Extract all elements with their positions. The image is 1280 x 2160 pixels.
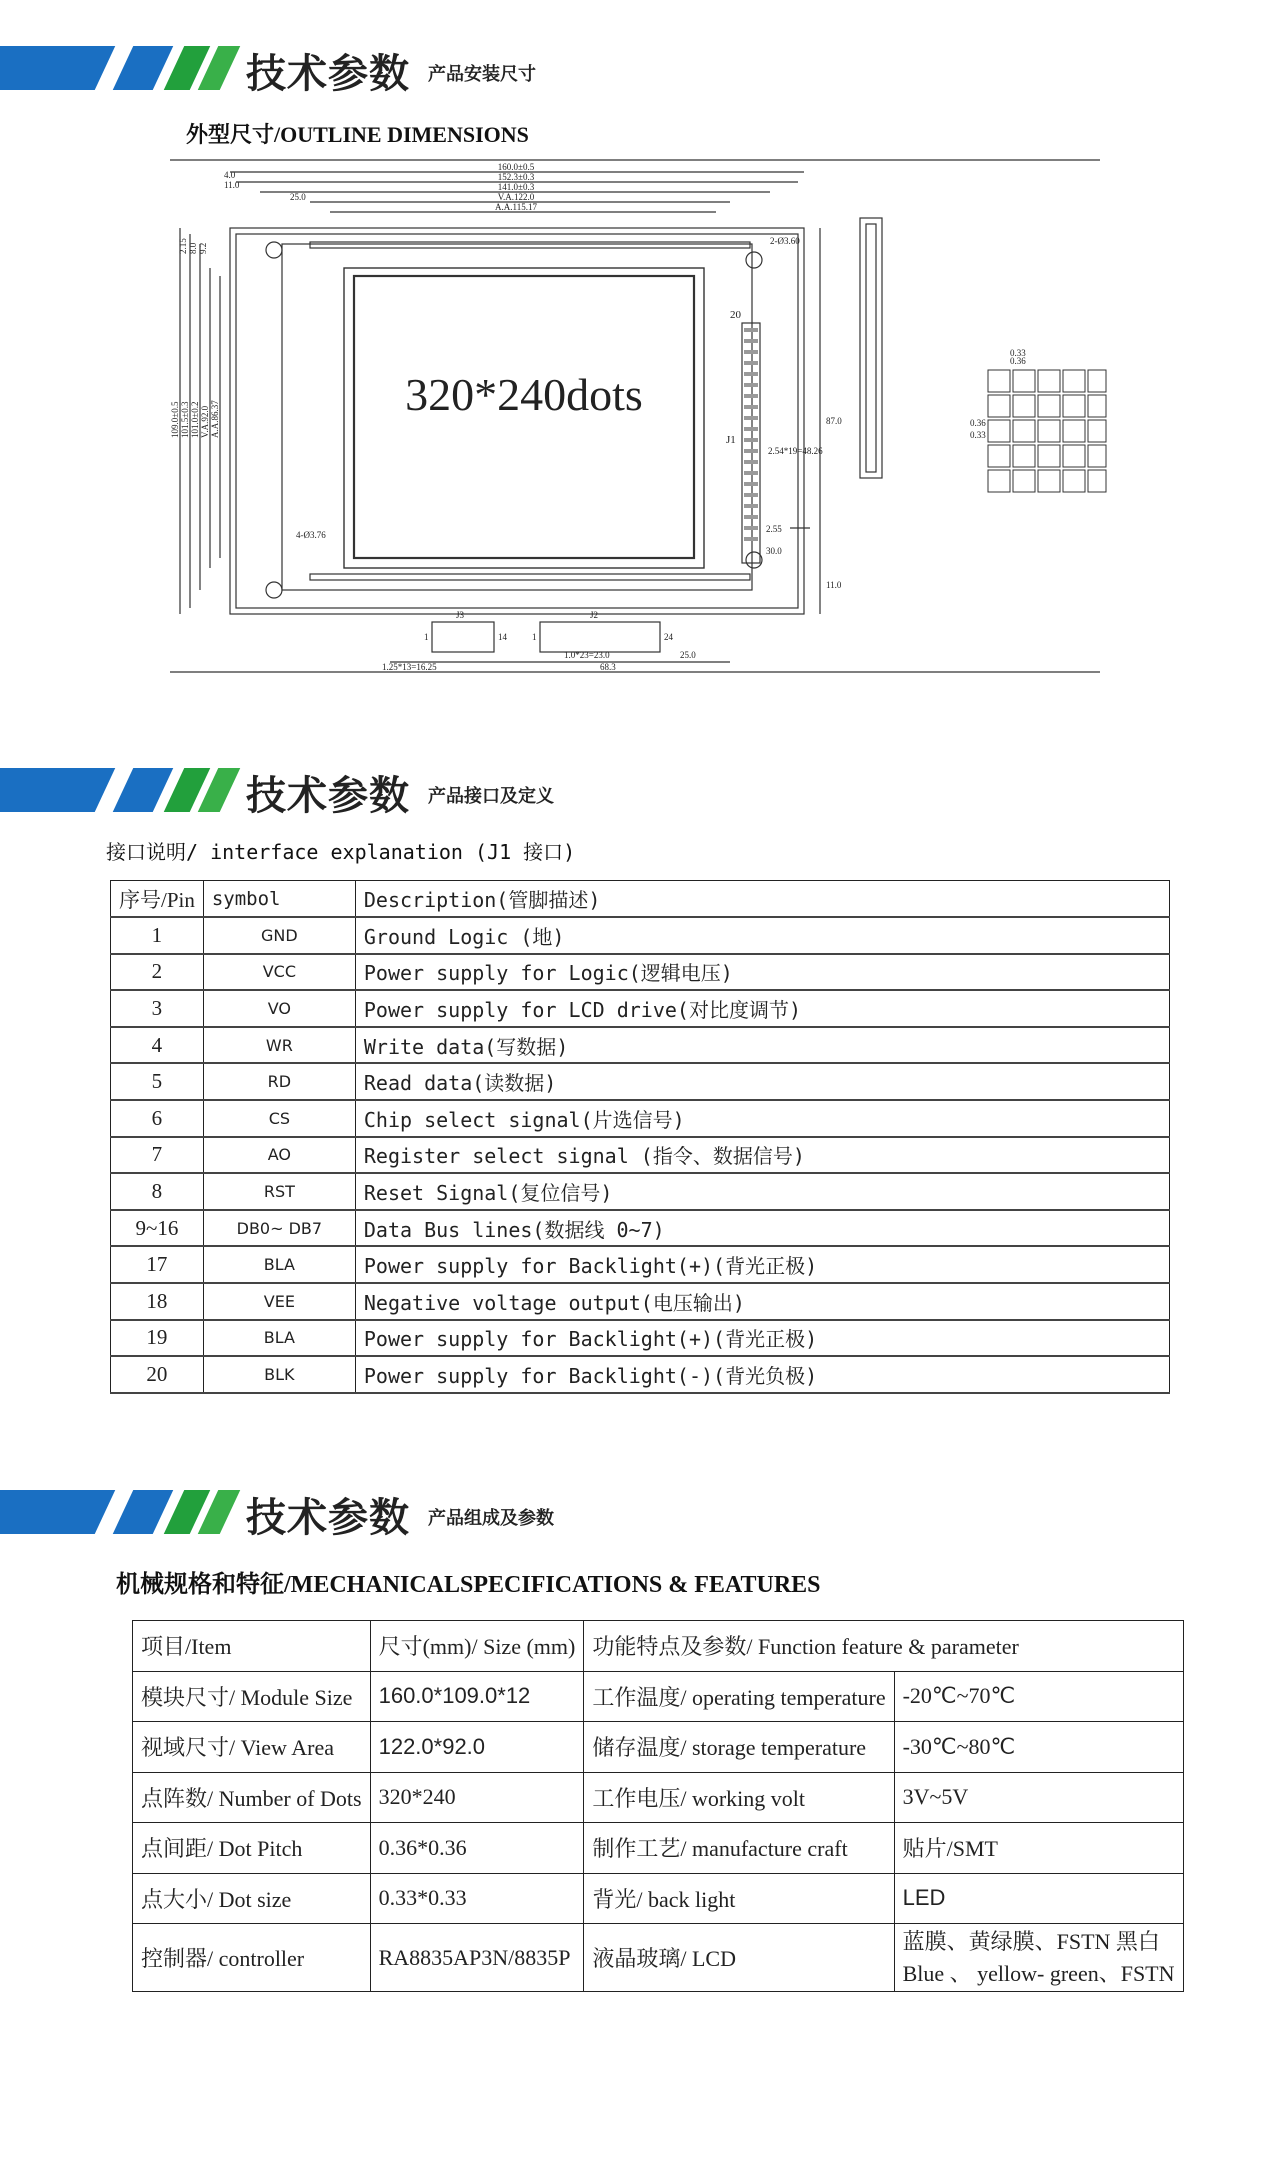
svg-text:30.0: 30.0 (766, 546, 782, 556)
table-row (111, 1210, 1170, 1247)
spec-item: 控制器/ controller (133, 1924, 371, 1992)
svg-text:0.33: 0.33 (970, 430, 986, 440)
table-row (133, 1722, 1184, 1773)
svg-text:J3: J3 (456, 610, 465, 620)
spec-feature: 液晶玻璃/ LCD (584, 1924, 894, 1992)
table-header: Description(管脚描述) (355, 881, 1169, 918)
pin-description: Power supply for Backlight(-)(背光负极) (355, 1356, 1169, 1393)
spec-size: 160.0*109.0*12 (370, 1671, 584, 1722)
table-row (133, 1772, 1184, 1823)
pin-number: 18 (111, 1283, 204, 1320)
spec-value: -30℃~80℃ (894, 1722, 1183, 1773)
table-row (111, 1283, 1170, 1320)
svg-text:V.A.122.0: V.A.122.0 (497, 192, 535, 202)
svg-text:4.0: 4.0 (224, 170, 236, 180)
spec-item: 模块尺寸/ Module Size (133, 1671, 371, 1722)
spec-feature: 背光/ back light (584, 1873, 894, 1924)
svg-text:14: 14 (498, 632, 507, 642)
header-stripe (113, 768, 174, 812)
svg-text:25.0: 25.0 (290, 192, 306, 202)
pin-number: 3 (111, 990, 204, 1027)
table-row (111, 1320, 1170, 1357)
pin-number: 6 (111, 1100, 204, 1137)
table-row (111, 1137, 1170, 1174)
pin-description: Negative voltage output(电压输出) (355, 1283, 1169, 1320)
pin-number: 4 (111, 1027, 204, 1064)
svg-text:4-Ø3.76: 4-Ø3.76 (296, 530, 326, 540)
pin-table (110, 880, 1170, 1394)
svg-text:11.0: 11.0 (224, 180, 240, 190)
svg-text:87.0: 87.0 (826, 416, 842, 426)
section-subtitle: 产品组成及参数 (428, 1508, 554, 1529)
pin-description: Power supply for Backlight(+)(背光正极) (355, 1246, 1169, 1283)
header-stripe (113, 1490, 174, 1534)
table-row (133, 1823, 1184, 1874)
spec-item: 点间距/ Dot Pitch (133, 1823, 371, 1874)
svg-text:J2: J2 (590, 610, 599, 620)
pin-description: Reset Signal(复位信号) (355, 1173, 1169, 1210)
pin-description: Write data(写数据) (355, 1027, 1169, 1064)
svg-text:0.36: 0.36 (970, 418, 986, 428)
pin-number: 19 (111, 1320, 204, 1357)
table-header: 尺寸(mm)/ Size (mm) (370, 1621, 584, 1672)
table-row (111, 1100, 1170, 1137)
svg-text:109.0±0.5: 109.0±0.5 (170, 401, 180, 438)
section-title: 技术参数 (246, 1495, 410, 1541)
pin-number: 8 (111, 1173, 204, 1210)
spec-table (132, 1620, 1184, 1992)
table-row (111, 954, 1170, 991)
spec-value: -20℃~70℃ (894, 1671, 1183, 1722)
pin-number: 5 (111, 1063, 204, 1100)
pin-description: Power supply for Backlight(+)(背光正极) (355, 1320, 1169, 1357)
pin-symbol: CS (203, 1100, 355, 1137)
svg-text:152.3±0.3: 152.3±0.3 (497, 172, 535, 182)
pin-number: 17 (111, 1246, 204, 1283)
svg-text:101.0±0.2: 101.0±0.2 (190, 401, 200, 438)
spec-value: LED (894, 1873, 1183, 1924)
table-header: 序号/Pin (111, 881, 204, 918)
table-row (111, 1027, 1170, 1064)
pin-symbol: BLK (203, 1356, 355, 1393)
svg-text:0.33: 0.33 (1010, 348, 1026, 358)
table-row (111, 1246, 1170, 1283)
svg-text:V.A.92.0: V.A.92.0 (200, 405, 210, 438)
spec-size: 0.36*0.36 (370, 1823, 584, 1874)
pin-symbol: RST (203, 1173, 355, 1210)
pin-symbol: BLA (203, 1246, 355, 1283)
pin-symbol: VO (203, 990, 355, 1027)
table-row (133, 1873, 1184, 1924)
spec-item: 点大小/ Dot size (133, 1873, 371, 1924)
svg-text:2.54*19=48.26: 2.54*19=48.26 (768, 446, 823, 456)
svg-text:68.3: 68.3 (600, 662, 616, 672)
table-row (133, 1924, 1184, 1992)
svg-text:9.2: 9.2 (198, 242, 208, 254)
section-subtitle: 产品安装尺寸 (428, 64, 536, 85)
table-header: 项目/Item (133, 1621, 371, 1672)
table-header-row (133, 1621, 1184, 1672)
svg-text:24: 24 (664, 632, 673, 642)
specs-caption: 机械规格和特征/MECHANICALSPECIFICATIONS & FEATURES (116, 1572, 821, 1598)
header-stripe (113, 46, 174, 90)
spec-feature: 工作电压/ working volt (584, 1772, 894, 1823)
pin-description: Ground Logic (地) (355, 917, 1169, 954)
svg-text:25.0: 25.0 (680, 650, 696, 660)
spec-value-line: 蓝膜、黄绿膜、FSTN 黑白 (902, 1928, 1160, 1954)
section-title: 技术参数 (246, 773, 410, 819)
section-title: 技术参数 (246, 51, 410, 97)
svg-text:A.A.86.37: A.A.86.37 (210, 400, 220, 438)
spec-size: 122.0*92.0 (370, 1722, 584, 1773)
pin-description: Power supply for LCD drive(对比度调节) (355, 990, 1169, 1027)
pin-number: 20 (111, 1356, 204, 1393)
spec-value (894, 1924, 1183, 1992)
spec-value: 贴片/SMT (894, 1823, 1183, 1874)
pin-symbol: WR (203, 1027, 355, 1064)
pin-symbol: VCC (203, 954, 355, 991)
header-stripe (0, 46, 115, 90)
outline-drawing (170, 158, 1110, 678)
svg-text:141.0±0.3: 141.0±0.3 (497, 182, 535, 192)
spec-value: 3V~5V (894, 1772, 1183, 1823)
table-row (111, 1063, 1170, 1100)
table-row (111, 990, 1170, 1027)
pin-description: Data Bus lines(数据线 0~7) (355, 1210, 1169, 1247)
svg-text:160.0±0.5: 160.0±0.5 (497, 162, 535, 172)
svg-text:A.A.115.17: A.A.115.17 (495, 202, 537, 212)
spec-size: 0.33*0.33 (370, 1873, 584, 1924)
pin-symbol: VEE (203, 1283, 355, 1320)
svg-text:2-Ø3.60: 2-Ø3.60 (770, 236, 800, 246)
svg-text:2.15: 2.15 (178, 238, 188, 254)
section-header-install (0, 40, 1280, 100)
outline-caption: 外型尺寸/OUTLINE DIMENSIONS (186, 122, 529, 147)
pin-number: 7 (111, 1137, 204, 1174)
pin-symbol: AO (203, 1137, 355, 1174)
screen-resolution-label: 320*240dots (405, 369, 643, 420)
table-header: 功能特点及参数/ Function feature & parameter (584, 1621, 1183, 1672)
pin-symbol: GND (203, 917, 355, 954)
section-subtitle: 产品接口及定义 (428, 786, 554, 807)
pin-description: Read data(读数据) (355, 1063, 1169, 1100)
pin-number: 9~16 (111, 1210, 204, 1247)
spec-size: 320*240 (370, 1772, 584, 1823)
spec-feature: 储存温度/ storage temperature (584, 1722, 894, 1773)
table-row (111, 1173, 1170, 1210)
section-header-specs (0, 1484, 1280, 1544)
spec-feature: 工作温度/ operating temperature (584, 1671, 894, 1722)
svg-text:101.5±0.3: 101.5±0.3 (180, 401, 190, 438)
svg-text:1: 1 (532, 632, 537, 642)
spec-item: 视域尺寸/ View Area (133, 1722, 371, 1773)
table-row (111, 917, 1170, 954)
interface-caption: 接口说明/ interface explanation (J1 接口) (106, 840, 576, 864)
table-row (111, 1356, 1170, 1393)
pin-description: Power supply for Logic(逻辑电压) (355, 954, 1169, 991)
spec-value-line: Blue 、 yellow- green、FSTN (902, 1960, 1175, 1986)
pin-symbol: RD (203, 1063, 355, 1100)
spec-size: RA8835AP3N/8835P (370, 1924, 584, 1992)
pin-number: 1 (111, 917, 204, 954)
svg-text:20: 20 (730, 309, 741, 321)
pin-symbol: DB0~ DB7 (203, 1210, 355, 1247)
svg-text:1.0*23=23.0: 1.0*23=23.0 (564, 650, 610, 660)
pin-description: Chip select signal(片选信号) (355, 1100, 1169, 1137)
pin-number: 2 (111, 954, 204, 991)
header-stripe (0, 768, 115, 812)
svg-text:0.36: 0.36 (1010, 356, 1026, 366)
pin-description: Register select signal (指令、数据信号) (355, 1137, 1169, 1174)
svg-text:J1: J1 (726, 434, 736, 446)
spec-feature: 制作工艺/ manufacture craft (584, 1823, 894, 1874)
pin-symbol: BLA (203, 1320, 355, 1357)
table-header-row (111, 881, 1170, 918)
svg-text:1: 1 (424, 632, 429, 642)
svg-text:1.25*13=16.25: 1.25*13=16.25 (382, 662, 437, 672)
svg-text:11.0: 11.0 (826, 580, 842, 590)
section-header-interface (0, 762, 1280, 822)
svg-text:2.55: 2.55 (766, 524, 782, 534)
table-row (133, 1671, 1184, 1722)
table-header: symbol (203, 881, 355, 918)
header-stripe (0, 1490, 115, 1534)
spec-item: 点阵数/ Number of Dots (133, 1772, 371, 1823)
svg-text:8.0: 8.0 (188, 242, 198, 254)
